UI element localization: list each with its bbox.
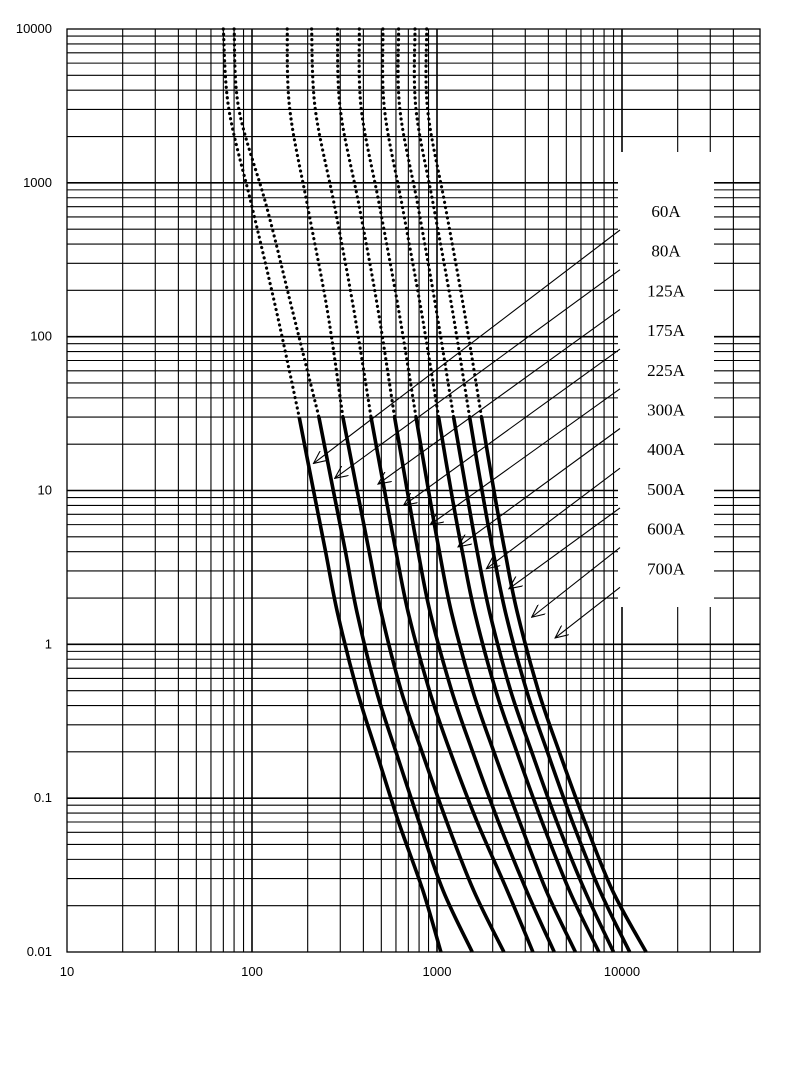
y-tick-label: 100 (30, 328, 52, 344)
x-tick-label: 1000 (422, 964, 452, 979)
y-tick-label: 1000 (23, 174, 52, 190)
legend-label-600a: 600A (647, 519, 685, 539)
x-tick-label: 100 (241, 964, 263, 979)
y-tick-label: 0.01 (26, 944, 52, 959)
legend-label-500a: 500A (647, 479, 685, 499)
x-tick-label: 10 (59, 964, 75, 979)
y-tick-label: 10000 (15, 21, 52, 36)
y-tick-label: 0.1 (33, 790, 52, 806)
y-tick-label: 10 (37, 482, 52, 498)
legend-label-125a: 125A (647, 281, 685, 301)
legend-label-700a: 700A (647, 559, 685, 579)
legend-label-60a: 60A (651, 202, 681, 221)
y-tick-label: 1 (44, 636, 52, 652)
legend-label-175a: 175A (647, 321, 685, 341)
legend-label-400a: 400A (647, 440, 685, 460)
legend-label-225a: 225A (647, 360, 685, 380)
legend-label-300a: 300A (647, 400, 685, 420)
x-tick-label: 10000 (603, 964, 641, 979)
legend-label-80a: 80A (651, 241, 681, 261)
